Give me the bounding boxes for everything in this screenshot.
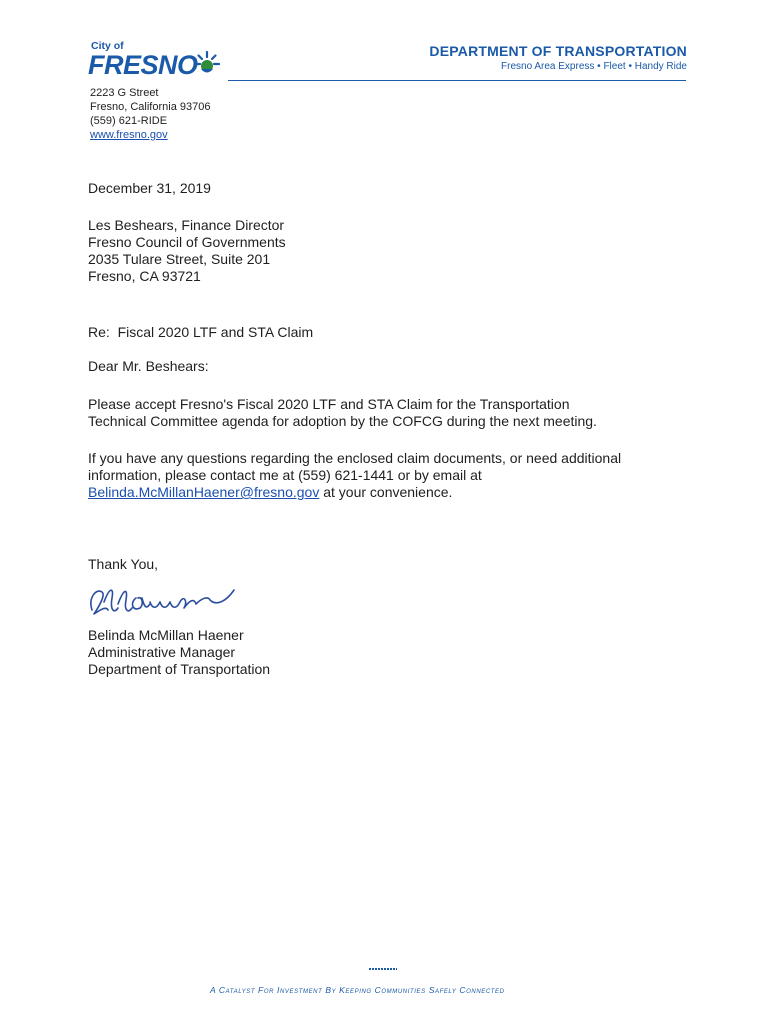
return-address [90,86,210,142]
recipient-line: Fresno Council of Governments [88,234,286,250]
paragraph-line: Technical Committee agenda for adoption by the COFCG during the next meeting. [88,413,597,429]
paragraph-line: If you have any questions regarding the enclosed claim documents, or need additional [88,450,622,466]
letter-date: December 31, 2019 [88,180,211,196]
paragraph-line: information, please contact me at (559) 621-1441 or by email at [88,467,482,483]
recipient-line: Fresno, CA 93721 [88,268,201,284]
recipient-line: 2035 Tulare Street, Suite 201 [88,251,271,267]
signer-title: Administrative Manager [88,644,236,660]
sunburst-icon [192,49,222,79]
footer-tagline: A Catalyst For Investment By Keeping Communities Safely Connected [210,985,505,995]
header-divider [228,80,686,81]
address-phone: (559) 621-RIDE [90,115,168,127]
logo-wordmark: FRESNO [88,50,198,80]
recipient-line: Les Beshears, Finance Director [88,217,285,233]
signer-department: Department of Transportation [88,661,271,677]
salutation: Dear Mr. Beshears: [88,358,209,374]
department-services: Fresno Area Express • Fleet • Handy Ride [501,61,687,72]
body-paragraph-1 [88,396,597,430]
logo-city-of-text: City of [91,40,124,52]
signer-name: Belinda McMillan Haener [88,627,244,643]
paragraph-line [88,484,621,501]
handwritten-signature [84,580,264,628]
subject-line: Re: Fiscal 2020 LTF and STA Claim [88,324,314,340]
address-city: Fresno, California 93706 [90,101,211,113]
closing: Thank You, [88,556,159,572]
signer-block [88,627,270,678]
address-street: 2223 G Street [90,87,159,99]
email-trailing-text: at your convenience. [319,484,453,500]
body-paragraph-2 [88,450,621,501]
city-of-fresno-logo [88,40,218,80]
website-link[interactable]: www.fresno.gov [90,129,168,141]
paragraph-line: Please accept Fresno's Fiscal 2020 LTF and STA Claim for the Transportation [88,396,570,412]
footer-ornament [368,966,398,972]
department-title: DEPARTMENT OF TRANSPORTATION [429,43,687,59]
recipient-address [88,217,286,285]
email-link[interactable]: Belinda.McMillanHaener@fresno.gov [88,484,320,500]
